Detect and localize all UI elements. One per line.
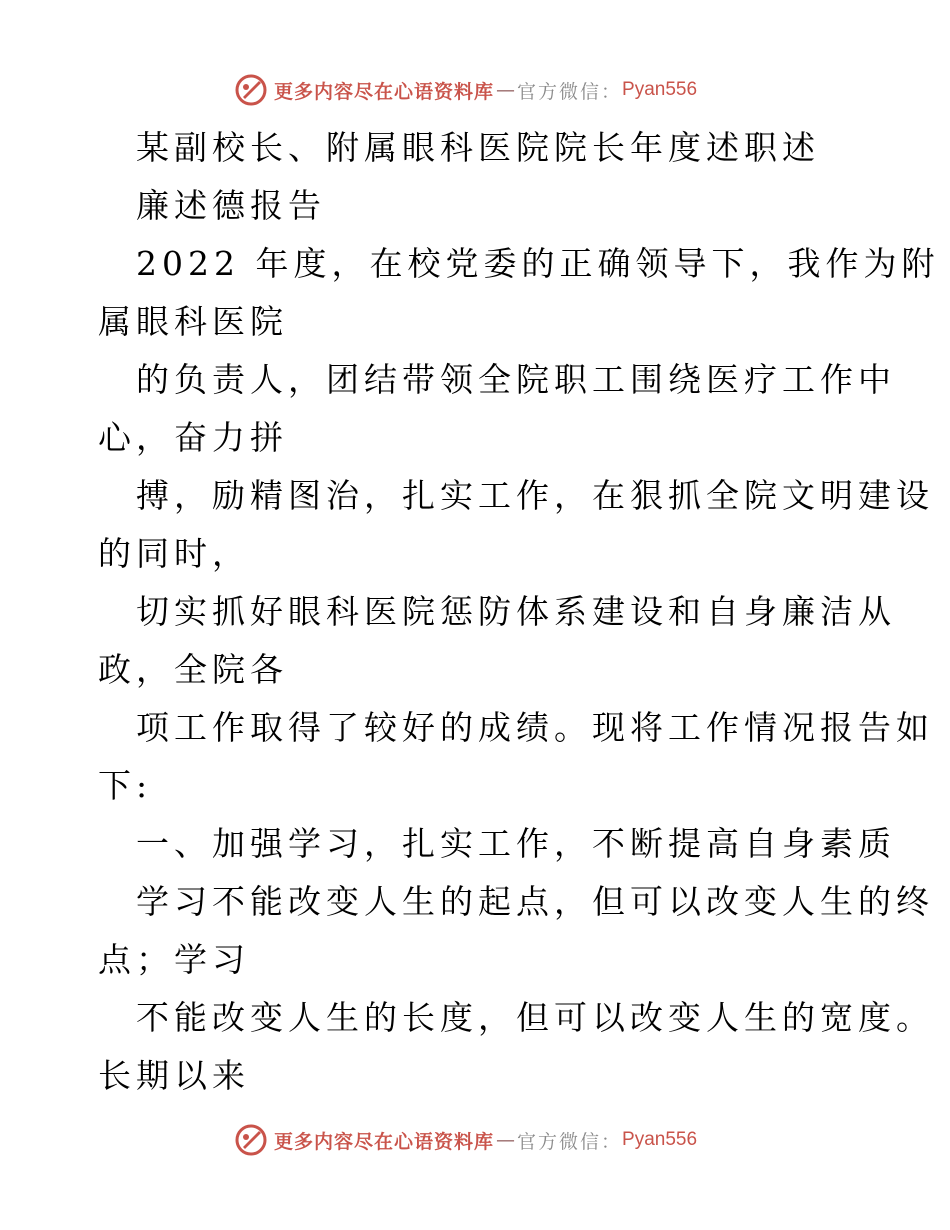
text-line: 的负责人，团结带领全院职工围绕医疗工作中 bbox=[136, 360, 896, 399]
watermark-suffix: 官方微信： bbox=[517, 80, 623, 103]
text-line: 心，奋力拼 bbox=[98, 418, 288, 457]
watermark-header bbox=[234, 72, 697, 108]
text-line: 属眼科医院 bbox=[98, 302, 288, 341]
text-line: 学习不能改变人生的起点，但可以改变人生的终 bbox=[136, 882, 934, 921]
text-line: 廉述德报告 bbox=[136, 186, 326, 225]
watermark-text: 更多内容尽在心语资料库 bbox=[274, 1130, 495, 1153]
watermark-footer bbox=[234, 1122, 697, 1158]
text-line: 的同时， bbox=[98, 534, 250, 573]
text-line: 2022 年度，在校党委的正确领导下，我作为附 bbox=[136, 244, 940, 283]
text-line: 项工作取得了较好的成绩。现将工作情况报告如 bbox=[136, 708, 934, 747]
text-line: 不能改变人生的长度，但可以改变人生的宽度。 bbox=[136, 998, 934, 1037]
watermark-logo-icon bbox=[234, 73, 268, 107]
watermark-suffix: 官方微信： bbox=[517, 1130, 623, 1153]
text-line: 长期以来 bbox=[98, 1056, 250, 1095]
watermark-dash: — bbox=[496, 1129, 516, 1151]
watermark-dash: — bbox=[496, 79, 516, 101]
text-line: 搏，励精图治，扎实工作，在狠抓全院文明建设 bbox=[136, 476, 934, 515]
watermark-text: 更多内容尽在心语资料库 bbox=[274, 80, 495, 103]
section-heading: 一、加强学习，扎实工作，不断提高自身素质 bbox=[136, 824, 896, 863]
text-line: 下: bbox=[98, 766, 153, 805]
watermark-id: Pyan556 bbox=[622, 79, 698, 100]
text-line: 点；学习 bbox=[98, 940, 250, 979]
text-line: 政，全院各 bbox=[98, 650, 288, 689]
watermark-logo-icon bbox=[234, 1123, 268, 1157]
watermark-id: Pyan556 bbox=[622, 1129, 698, 1150]
text-line: 某副校长、附属眼科医院院长年度述职述 bbox=[136, 128, 820, 167]
text-line: 切实抓好眼科医院惩防体系建设和自身廉洁从 bbox=[136, 592, 896, 631]
